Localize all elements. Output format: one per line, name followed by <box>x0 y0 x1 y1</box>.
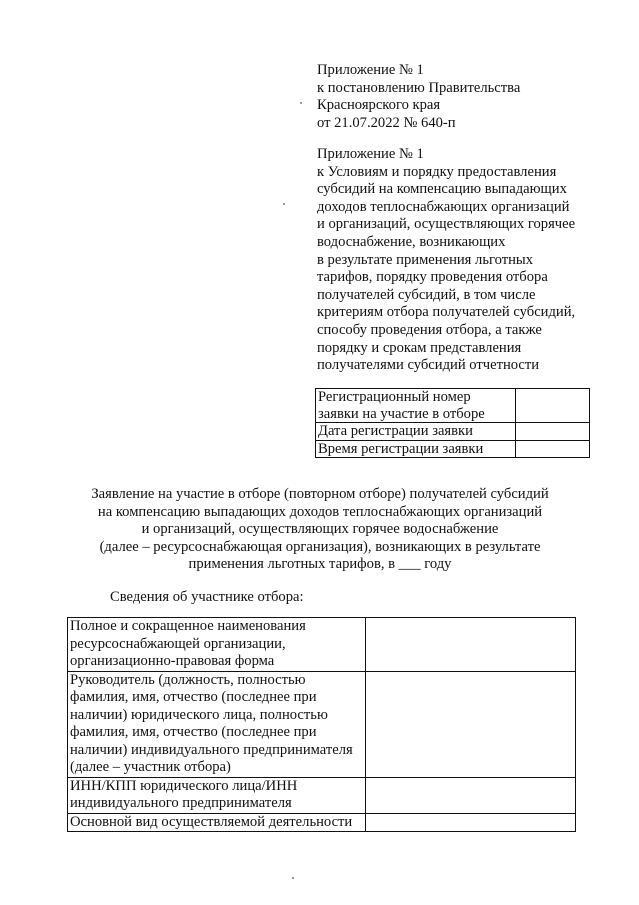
cell-text: Регистрационный номер <box>318 389 471 405</box>
annex-main-line: к постановлению Правительства <box>317 79 521 96</box>
annex-conditions-line: получателями субсидий отчетности <box>317 357 540 374</box>
cell-text: фамилия, имя, отчество (последнее при <box>70 724 317 740</box>
annex-main-line: Приложение № 1 <box>317 62 424 78</box>
main-activity-field[interactable] <box>366 813 576 832</box>
annex-conditions-header <box>317 146 575 375</box>
annex-main-header <box>317 62 520 132</box>
inn-kpp-label <box>68 777 366 813</box>
cell-text: фамилия, имя, отчество (последнее при <box>70 689 317 705</box>
scan-speck <box>292 877 294 879</box>
participant-info-table <box>67 617 576 832</box>
organization-name-label <box>68 618 366 672</box>
title-line: (далее – ресурсоснабжающая организация), возникающих в результате <box>99 538 541 555</box>
annex-conditions-line: и организаций, осуществляющих горячее <box>317 216 576 233</box>
annex-conditions-line: тарифов, порядку проведения отбора <box>317 269 548 286</box>
cell-text: заявки на участие в отборе <box>318 405 485 422</box>
cell-text: Полное и сокращенное наименования <box>70 618 306 634</box>
cell-text: наличии) юридического лица, полностью <box>70 706 328 723</box>
organization-name-field[interactable] <box>366 618 576 672</box>
annex-conditions-line: водоснабжение, возникающих <box>317 233 506 250</box>
cell-text: Время регистрации заявки <box>318 440 484 457</box>
cell-text: ресурсоснабжающей организации, <box>70 635 286 652</box>
title-line: применения льготных тарифов, в ___ году <box>188 556 452 573</box>
table-row <box>68 777 576 813</box>
head-label <box>68 671 366 777</box>
table-row <box>68 813 576 832</box>
annex-conditions-line: способу проведения отбора, а также <box>317 321 542 338</box>
table-row <box>68 671 576 777</box>
registration-time-label <box>316 440 516 458</box>
annex-main-line: от 21.07.2022 № 640-п <box>317 114 456 131</box>
scan-speck <box>283 203 285 205</box>
main-activity-label <box>68 813 366 832</box>
cell-text: наличии) индивидуального предпринимателя <box>70 741 353 758</box>
cell-text: Руководитель (должность, полностью <box>70 671 306 688</box>
head-field[interactable] <box>366 671 576 777</box>
cell-text: ИНН/КПП юридического лица/ИНН <box>70 777 298 794</box>
registration-date-field[interactable] <box>516 423 590 441</box>
inn-kpp-field[interactable] <box>366 777 576 813</box>
registration-date-label <box>316 423 516 441</box>
annex-conditions-line: получателей субсидий, в том числе <box>317 286 536 303</box>
annex-conditions-line: критериям отбора получателей субсидий, <box>317 304 576 321</box>
participant-info-heading: Сведения об участнике отбора: <box>110 589 304 605</box>
table-row <box>68 618 576 672</box>
annex-conditions-line: Приложение № 1 <box>317 146 424 162</box>
table-row <box>316 440 590 458</box>
annex-conditions-line: субсидий на компенсацию выпадающих <box>317 181 567 198</box>
cell-text: (далее – участник отбора) <box>70 759 231 775</box>
annex-conditions-line: в результате применения льготных <box>317 251 533 268</box>
cell-text: Дата регистрации заявки <box>318 423 473 439</box>
application-title <box>60 486 580 574</box>
registration-number-label <box>316 389 516 423</box>
registration-time-field[interactable] <box>516 440 590 458</box>
title-line: и организаций, осуществляющих горячее водоснабжение <box>141 521 499 538</box>
table-row <box>316 389 590 423</box>
title-line: на компенсацию выпадающих доходов теплоснабжающих организаций <box>97 503 543 520</box>
scan-speck <box>300 102 302 104</box>
cell-text: Основной вид осуществляемой деятельности <box>70 813 353 830</box>
annex-conditions-line: порядку и срокам представления <box>317 339 522 356</box>
table-row <box>316 423 590 441</box>
annex-conditions-line: к Условиям и порядку предоставления <box>317 163 557 180</box>
annex-conditions-line: доходов теплоснабжающих организаций <box>317 198 570 215</box>
title-line: Заявление на участие в отборе (повторном отборе) получателей субсидий <box>91 486 549 502</box>
cell-text: организационно-правовая форма <box>70 653 275 669</box>
registration-number-field[interactable] <box>516 389 590 423</box>
annex-main-line: Красноярского края <box>317 97 441 114</box>
cell-text: индивидуального предпринимателя <box>70 795 292 811</box>
registration-table <box>315 388 590 458</box>
